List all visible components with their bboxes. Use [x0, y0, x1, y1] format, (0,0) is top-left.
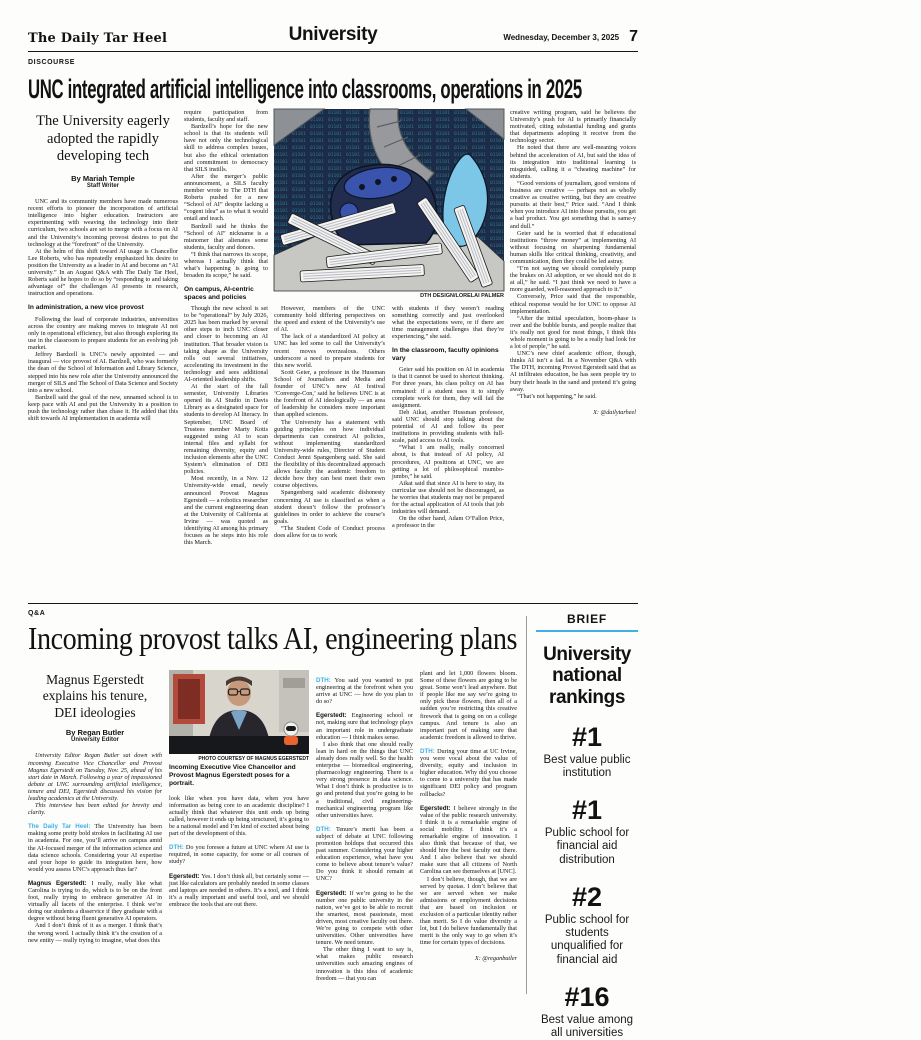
body-paragraph: At the helm of this shift toward AI usage is Chancellor Lee Roberts, who has repeatedly emphasized his desire to position the University as a leader in AI and become an “AI university.” In an August Q&A with The Daily Tar Heel, Roberts said he hopes to do so by “responding to and taking advantage of” the challenges AI presents in research, instruction and operations. [28, 247, 178, 298]
interview-question: DTH: Do you foresee a future at UNC where AI use is required, in some capacity, for some or all courses of study? [169, 844, 309, 866]
social-signoff: X: @dailytarheel [593, 408, 636, 416]
column-subhead: In administration, a new vice provost [28, 304, 144, 312]
body-paragraph: “I think that narrows its scope, whereas I actually think that what’s happening is going to broaden its scope,” he said. [184, 250, 268, 280]
interview-question: DTH: Tenure’s merit has been a subject of debate at UNC following promotion holdups that occurred this past summer. Considering your higher education experience, what have you come to believe about tenure’s value? Do you think it should remain at UNC? [316, 825, 413, 883]
paper-name: The Daily Tar Heel [28, 31, 168, 46]
article-column-4 [392, 305, 504, 539]
ranking-number: #16 [564, 981, 610, 1012]
body-paragraph: The lack of a standardized AI policy at UNC has led some to call the University’s recent moves overzealous. Others underscore a need to prepare students for this new world. [274, 333, 385, 369]
article-column-middle [274, 109, 504, 595]
qa-headline-text: Incoming provost talks AI, engineering plans [28, 620, 517, 656]
body-paragraph: University Editor Regan Butler sat down with incoming Executive Vice Chancellor and Provost Magnus Egerstedt on Tuesday, Nov. 25, ahead of his start date in March. Following a year of impassioned debate at UNC surrounding artificial intelligence, tenure and DEI, Egerstedt discussed his vision for leading academics at the University. [28, 752, 162, 802]
qa-byline-title: University Editor [70, 737, 119, 744]
article-column-1 [28, 109, 178, 595]
ranking-label: Best value among all universities [540, 1013, 634, 1039]
article-column-3 [274, 305, 385, 539]
qa-kicker: Q&A [28, 610, 46, 617]
ranking-item [536, 797, 638, 867]
masthead-divider [28, 51, 638, 52]
qa-column-3 [316, 670, 413, 1006]
body-paragraph: On the other hand, Adam O’Fallon Price, a professor in the [392, 515, 504, 530]
ranking-number: #2 [571, 881, 603, 912]
brief-title: University national rankings [543, 644, 631, 708]
qa-headline [28, 620, 517, 660]
body-paragraph: I also think that one should really lean in hard on the things that UNC already does really well. So the health enterprise — biomedical engineering, pharmacology engineering. There is a very strong presence in data science. What I don’t think is productive is to go and pretend that you’re going to be a traditional, civil engineering-mechanical engineering program like other universities have. [316, 740, 413, 819]
column-text [28, 752, 162, 943]
illustration-credit: DTH DESIGN/LORELAI PALMER [420, 293, 504, 299]
egerstedt-photo [169, 670, 309, 754]
bottom-section [28, 610, 638, 1039]
body-paragraph: Deb Aikat, another Hussman professor, said UNC should stop talking about the potential of AI and follow its peer institutions in providing students with full-scale, paid access to AI tools. [392, 408, 504, 445]
article-column-2 [184, 109, 268, 595]
interview-answer: Egerstedt: I believe strongly in the value of the public research university. I think it is a remarkable engine of social mobility. I think it’s a remarkable engine of innovation. I also think that because of that, we should hire the best faculty out there. And I also believe that we should make sure that all citizens of North Carolina can see themselves at [UNC]. [420, 804, 517, 876]
interview-answer: Egerstedt: Engineering school or not, making sure that technology plays an important role in undergraduate education — I think makes sense. [316, 712, 413, 741]
body-paragraph: Bardzell said he thinks the “School of AI” nickname is a misnomer that alienates some students, faculty and donors. [184, 222, 268, 251]
byline-title: Staff Writer [86, 183, 120, 190]
byline-name: By Mariah Temple [71, 174, 135, 184]
question-label: DTH: [169, 844, 186, 852]
ranking-label: Public school for students unqualified for financial aid [544, 913, 630, 966]
body-paragraph: “I’m not saying we should completely pump the brakes on AI adoption, or we should not do it at all,” he said. “I just think we need to have a more guarded, well-reasoned approach to it.” [510, 265, 636, 294]
answer-label: Magnus Egerstedt: [28, 879, 92, 887]
body-paragraph: At the start of the fall semester, University Libraries opened its AI Studio in Davis Library as a designated space for students to develop AI literacy. In September, UNC Board of Trustees member Marty Kotis suggested using AI to scan internal files and syllabi for remaining diversity, equity and inclusion elements after the UNC System’s elimination of DEI policies. [184, 383, 268, 476]
body-paragraph: “The Student Code of Conduct process does allow for us to work [274, 524, 385, 539]
section-title: University [288, 24, 378, 45]
question-label: The Daily Tar Heel: [28, 823, 95, 831]
answer-label: Egerstedt: [169, 872, 202, 880]
body-paragraph: However, members of the UNC community hold differing perspectives on the speed and extent of the University’s use of AI. [274, 305, 385, 334]
answer-label: Egerstedt: [316, 889, 350, 897]
body-paragraph: After the merger’s public announcement, a SILS faculty member wrote to The DTH that Roberts pushed for a new “School of AI” despite lacking a “cogent idea” as to what it would entail and teach. [184, 172, 268, 223]
ranking-item [536, 881, 638, 967]
qa-column-1 [28, 670, 162, 1006]
brief-sidebar [536, 610, 638, 1039]
qa-byline [28, 728, 162, 743]
body-paragraph: Geier said he is worried that if educational institutions “throw money” at implementing AI without focusing on sharpening fundamental human skills like critical thinking, creativity, and communication, then they could be led astray. [510, 229, 636, 265]
article-deck: The University eagerly adopted the rapidly developing tech [36, 113, 170, 165]
ranking-item [536, 721, 638, 780]
body-paragraph: “After the initial speculation, boom-phase is over and the bubble bursts, and people realize that it’s really not good for most things, I think this whole moment is going to be a really bad look for a lot of people,” he said. [510, 314, 636, 351]
qa-column-4 [420, 670, 517, 1006]
brief-underline [536, 630, 638, 632]
column-subhead: On campus, AI-centric spaces and policies [184, 286, 254, 301]
egerstedt-photo-figure [169, 670, 309, 788]
brief-kicker: BRIEF [567, 612, 607, 626]
issue-date: Wednesday, December 3, 2025 [503, 32, 620, 42]
body-paragraph: The University has a statement with guiding principles on how individual departments can construct AI policies, without implementing standardized University-wide rules, Director of Student Conduct Jenni Spangenberg said. She said the flexibility of this decentralized approach allows faculty the academic freedom to decide how they can best meet their own course objectives. [274, 418, 385, 490]
photo-credit: PHOTO COURTESY OF MAGNUS EGERSTEDT [198, 756, 309, 762]
body-paragraph: “That’s not happening,” he said. [517, 392, 597, 400]
qa-article [28, 610, 517, 1010]
body-paragraph: “What I am really, really concerned about, is that instead of AI policy, AI procedures, AI positions at UNC, we are getting a lot of philosophical mumbo-jumbo,” he said. [392, 444, 504, 480]
body-paragraph: Bardzell’s hope for the new school is that its students will have not only the technological skill to address complex issues, but also the ethical orientation and commitment to democracy that SILS instills. [184, 123, 268, 173]
byline [28, 174, 178, 189]
article-kicker: DISCOURSE [28, 59, 76, 66]
body-paragraph: look like when you have data, when you have information as being core to an academic discipline? I actually think that whatever this unit ends up being called, however it ends up being structured, it’s going to be a national model and I’m kind of excited about being part of the development of this. [169, 794, 309, 838]
interview-answer: Egerstedt: If we’re going to be the number one public university in the nation, we’ve got to be able to recruit the smartest, most passionate, most driven, most creative faculty out there. We’re going to compete with other universities. Other universities have tenure. We need tenure. [316, 889, 413, 947]
dateline [463, 28, 638, 46]
body-paragraph: And I don’t think of it as a merger. I think that’s the wrong word. I actually think it’s the creation of a new entity — really trying to imagine, what does this [28, 922, 162, 944]
column-text [28, 198, 178, 422]
qa-deck: Magnus Egerstedt explains his tenure, DEI ideologies [42, 672, 148, 720]
body-paragraph: plant and let 1,000 flowers bloom. Some of these flowers are going to be great. Some won’t lead anywhere. But if people like me say we’re going to only pick these flowers, then all of a sudden you’re restricting this creative firework that is going on on a college campus. And tenure is also an important part of making sure that academic freedom is allowed to thrive. [420, 670, 517, 741]
body-paragraph: with students if they weren’t reading something correctly and just overlooked what the expectations were, or if there are time management challenges that they’re experiencing,” she said. [392, 305, 504, 341]
column-text [169, 795, 309, 908]
body-paragraph: UNC and its community members have made numerous recent efforts to pioneer the incorporation of artificial intelligence into higher education. Instructors are experimenting with weaving the technology into their curriculum, two schools are set to merge with a focus on AI and the University’s incoming provost desires to put the technology at the “forefront” of the University. [28, 198, 178, 248]
social-signoff: X: @reganbutler [474, 955, 517, 963]
body-paragraph: Geier said his position on AI in academia is that it cannot be used to shortcut thinking. For three years, his class policy on AI has remained: if a student uses it to simply complete work for them, they will fail the assignment. [392, 366, 504, 409]
question-label: DTH: [316, 825, 336, 833]
body-paragraph: UNC’s new chief academic officer, though, thinks AI isn’t a fad. In a November Q&A with The DTH, incoming Provost Egerstedt said that as AI infiltrates education, he has seen people try to bury their heads in the sand and pretend it’s going away. [510, 350, 636, 393]
answer-label: Egerstedt: [420, 804, 454, 812]
photo-caption: Incoming Executive Vice Chancellor and Provost Magnus Egerstedt poses for a portrait. [169, 764, 296, 787]
article-headline [28, 69, 638, 104]
rankings-list [536, 721, 638, 1040]
body-paragraph: creative writing program, said he believes the University’s push for AI is primarily financially motivated, citing substantial funding and grants that departments adopting it receive from the technology sector. [510, 109, 636, 145]
body-paragraph: Though the new school is set to be “operational” by July 2026, 2025 has been marked by several other steps to inch UNC closer and closer to becoming an AI institution. That broader vision is taking shape as the University rolls out several initiatives, accelerating its investment in the technology and sees additional AI-oriented leadership shifts. [184, 305, 268, 383]
page-number: 7 [629, 28, 638, 45]
qa-column-2 [169, 670, 309, 1006]
body-paragraph: The other thing I want to say is, what makes public research universities such amazing engines of innovation is this idea of academic freedom — that you can [316, 946, 413, 982]
answer-label: Egerstedt: [316, 712, 352, 720]
question-label: DTH: [316, 677, 335, 684]
body-paragraph: Conversely, Price said that the responsible, ethical response would be for UNC to oppose AI implementation. [510, 293, 636, 315]
interview-answer: Magnus Egerstedt: I really, really like what Carolina is trying to do, which is to be on the front foot, really trying to embrace generative AI in virtually all facets of the enterprise. I think we’re doing our students a disservice if they graduate with a degree without being fluent generative AI operators. [28, 879, 162, 923]
ranking-label: Best value public institution [543, 753, 631, 780]
article-middle-columns [274, 305, 504, 539]
body-paragraph: He noted that there are well-meaning voices behind the acceleration of AI, but said the idea of its integration into traditional learning is misguided, calling it a “cheating machine” for students. [510, 144, 636, 180]
body-paragraph: This interview has been edited for brevity and clarity. [28, 802, 162, 817]
body-paragraph: require participation from students, faculty and staff. [184, 109, 268, 124]
ranking-number: #1 [571, 795, 603, 826]
interview-question: The Daily Tar Heel: The University has been making some pretty bold strokes in facilitating AI use in academia. For one, you’ll arrive on campus amid the AI-focused merger of the information science and data science schools. Considering your AI expertise and your hope to guide its integration here, how would you assess UNC’s approach thus far? [28, 823, 163, 873]
body-paragraph: Aikat said that since AI is here to stay, its curricular use should not be discouraged, as he worries that students may not be prepared for the actual application of AI tools that job industries will demand. [392, 479, 504, 516]
masthead [28, 24, 638, 51]
article-column-5 [510, 109, 636, 595]
interview-answer: Egerstedt: Yes. I don’t think all, but certainly some — just like calculators are probably needed in some classes and laptops are needed in others. It’s a tool, and I think it’s a really important and useful tool, and we should embrace the tools that are out there. [169, 872, 309, 908]
body-paragraph: I don’t believe, though, that we are served by quotas. I don’t believe that we are served when we make admissions or employment decisions that are based on inclusion or exclusion of a particular identity rather than merit. So I do value diversity a lot, but I do believe fundamentally that merit is the only way to go when it’s time for certain types of decisions. [420, 875, 517, 947]
article-body [28, 109, 638, 595]
ai-illustration-figure [274, 109, 504, 299]
body-paragraph: Jeffrey Bardzell is UNC’s newly appointed — and inaugural — vice provost of AI. Bardzell, who was formerly the dean of the School of Information and Library Science, stepped into his new role after the University announced the merger of SILS and The School of Data Science and Society into a new school. [28, 351, 178, 394]
ranking-label: Public school for financial aid distribution [544, 827, 630, 866]
ai-illustration [274, 109, 504, 291]
interview-question: DTH: During your time at UC Irvine, you were vocal about the value of diversity, equity and inclusion in higher education. Why did you choose to come to a university that has made significant DEI policy and program rollbacks? [420, 747, 518, 798]
ranking-number: #1 [571, 721, 603, 752]
section-divider [28, 603, 638, 604]
article-headline-text: UNC integrated artificial intelligence into classrooms, operations in 2025 [28, 74, 582, 104]
body-paragraph: Scott Geier, a professor in the Hussman School of Journalism and Media and founder of UNC’s new AI festival ‘Converge-Con,’ said he believes UNC is at the forefront of AI ideologically — an area of leadership he considers more important than applied sciences. [274, 368, 385, 419]
qa-byline-name: By Regan Butler [65, 728, 125, 738]
body-paragraph: Bardzell said the goal of the new, unnamed school is to keep pace with AI and put the University in a position to push the technology rather than chase it. He added that this shift towards AI implementation in academia will [28, 393, 178, 423]
body-paragraph: Spangenberg said academic dishonesty concerning AI use is classified as when a student doesn’t follow the professor’s guidelines in order to achieve the course’s goals. [274, 489, 385, 525]
column-subhead: In the classroom, faculty opinions vary [392, 347, 499, 362]
interview-question: DTH: You said you wanted to put engineering at the forefront when you arrive at UNC — how do you plan to do so? [316, 677, 414, 706]
body-paragraph: Most recently, in a Nov. 12 University-wide email, newly announced Provost Magnus Egerstedt — a robotics researcher and the current engineering dean at the University of California at Irvine — was quoted as identifying AI among his primary focuses as he steps into his role this March. [184, 475, 268, 547]
ai-article [28, 59, 638, 595]
vertical-divider [526, 616, 527, 994]
ranking-item [536, 981, 638, 1040]
question-label: DTH: [420, 747, 438, 755]
body-paragraph: Following the lead of corporate industries, universities across the country are making moves to integrate AI not only in operational efficiency, but also through exploring its use in the classroom to prepare students for an evolving job market. [28, 315, 178, 352]
body-paragraph: “Good versions of journalism, good versions of business are creative — perhaps not as wholly creative as creative writing, but they are creative pursuits at their best,” Price said. “And I think when you introduce AI into those pursuits, you get a bad product. You get something that is same-y and dull.” [510, 179, 636, 230]
qa-body [28, 670, 517, 1006]
